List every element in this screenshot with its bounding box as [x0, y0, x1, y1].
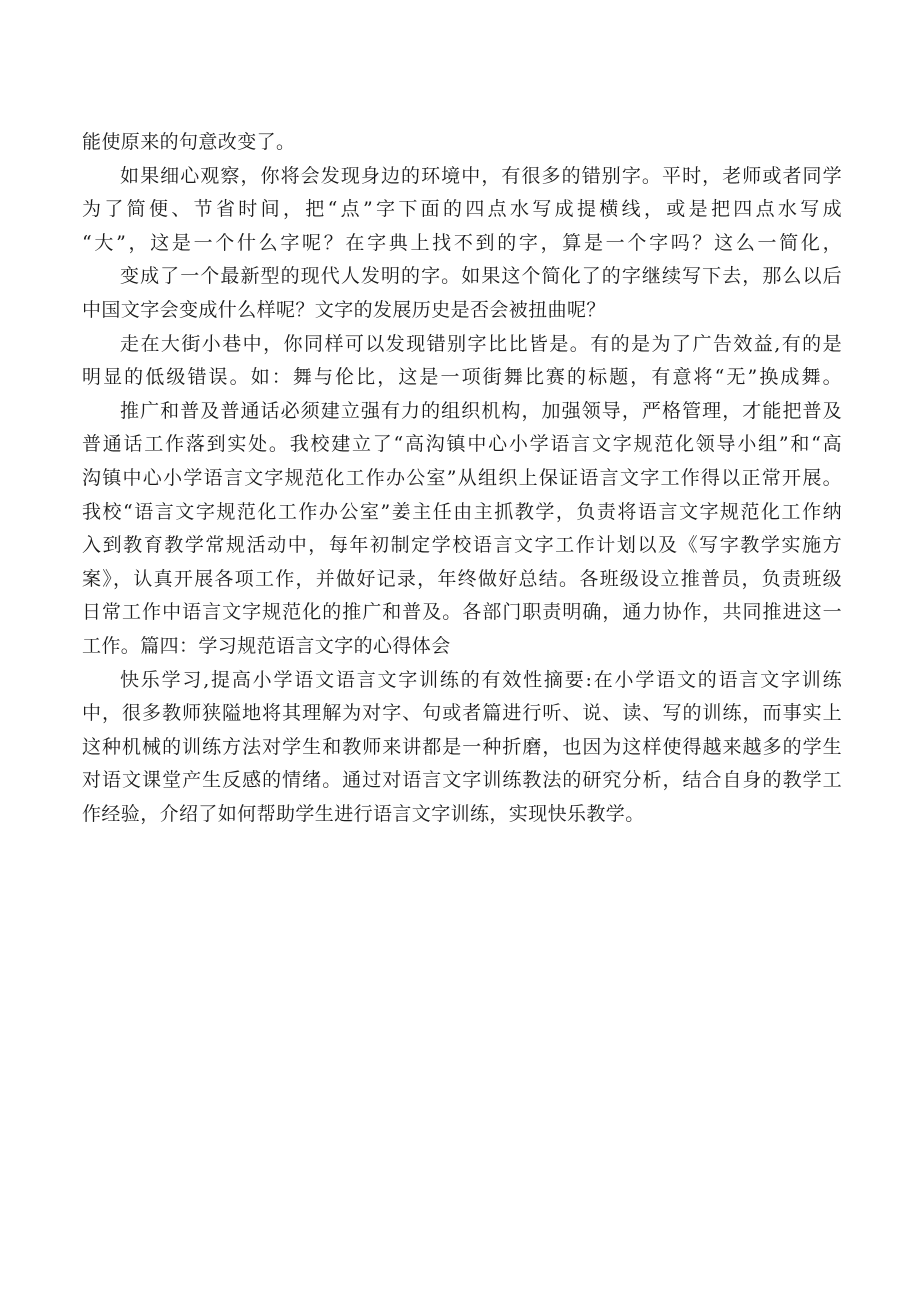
text-line: 能使原来的句意改变了。	[82, 131, 296, 153]
text-line: 如果细心观察，你将会发现身边的环境中，有很多的错别字。平时，老师或者同学	[120, 164, 842, 187]
text-line: 中国文字会变成什么样呢？文字的发展历史是否会被扭曲呢？	[82, 298, 606, 321]
text-line: 案》，认真开展各项工作，并做好记录，年终做好总结。各班级设立推普员，负责班级	[82, 567, 842, 590]
text-line: 明显的低级错误。如：舞与伦比，这是一项街舞比赛的标题，有意将“无”换成舞。	[82, 366, 842, 389]
text-line: 沟镇中心小学语言文字规范化工作办公室”从组织上保证语言文字工作得以正常开展。	[82, 466, 842, 489]
text-line: “大”，这是一个什么字呢？在字典上找不到的字，算是一个字吗？这么一简化，	[82, 231, 842, 254]
text-line: 作经验，介绍了如何帮助学生进行语言文字训练，实现快乐教学。	[82, 802, 645, 825]
text-line: 入到教育教学常规活动中，每年初制定学校语言文字工作计划以及《写字教学实施方	[82, 534, 842, 557]
text-line: 推广和普及普通话必须建立强有力的组织机构，加强领导，严格管理，才能把普及	[120, 399, 842, 422]
text-line: 日常工作中语言文字规范化的推广和普及。各部门职责明确，通力协作，共同推进这一	[82, 601, 842, 624]
document-body	[82, 126, 842, 831]
text-line: 普通话工作落到实处。我校建立了“高沟镇中心小学语言文字规范化领导小组”和“高	[82, 433, 842, 456]
text-line: 我校“语言文字规范化工作办公室”姜主任由主抓教学，负责将语言文字规范化工作纳	[82, 500, 842, 523]
text-line: 走在大街小巷中，你同样可以发现错别字比比皆是。有的是为了广告效益,有的是	[120, 332, 842, 355]
text-line: 中，很多教师狭隘地将其理解为对字、句或者篇进行听、说、读、写的训练，而事实上	[82, 702, 842, 725]
text-line: 对语文课堂产生反感的情绪。通过对语言文字训练教法的研究分析，结合自身的教学工	[82, 769, 842, 792]
text-line: 快乐学习,提高小学语文语言文字训练的有效性摘要:在小学语文的语言文字训练	[120, 668, 842, 691]
text-line: 工作。篇四：学习规范语言文字的心得体会	[82, 634, 451, 657]
text-line: 这种机械的训练方法对学生和教师来讲都是一种折磨，也因为这样使得越来越多的学生	[82, 735, 842, 758]
text-line: 变成了一个最新型的现代人发明的字。如果这个简化了的字继续写下去，那么以后	[120, 265, 842, 288]
text-line: 为了简便、节省时间，把“点”字下面的四点水写成提横线，或是把四点水写成	[82, 198, 842, 221]
